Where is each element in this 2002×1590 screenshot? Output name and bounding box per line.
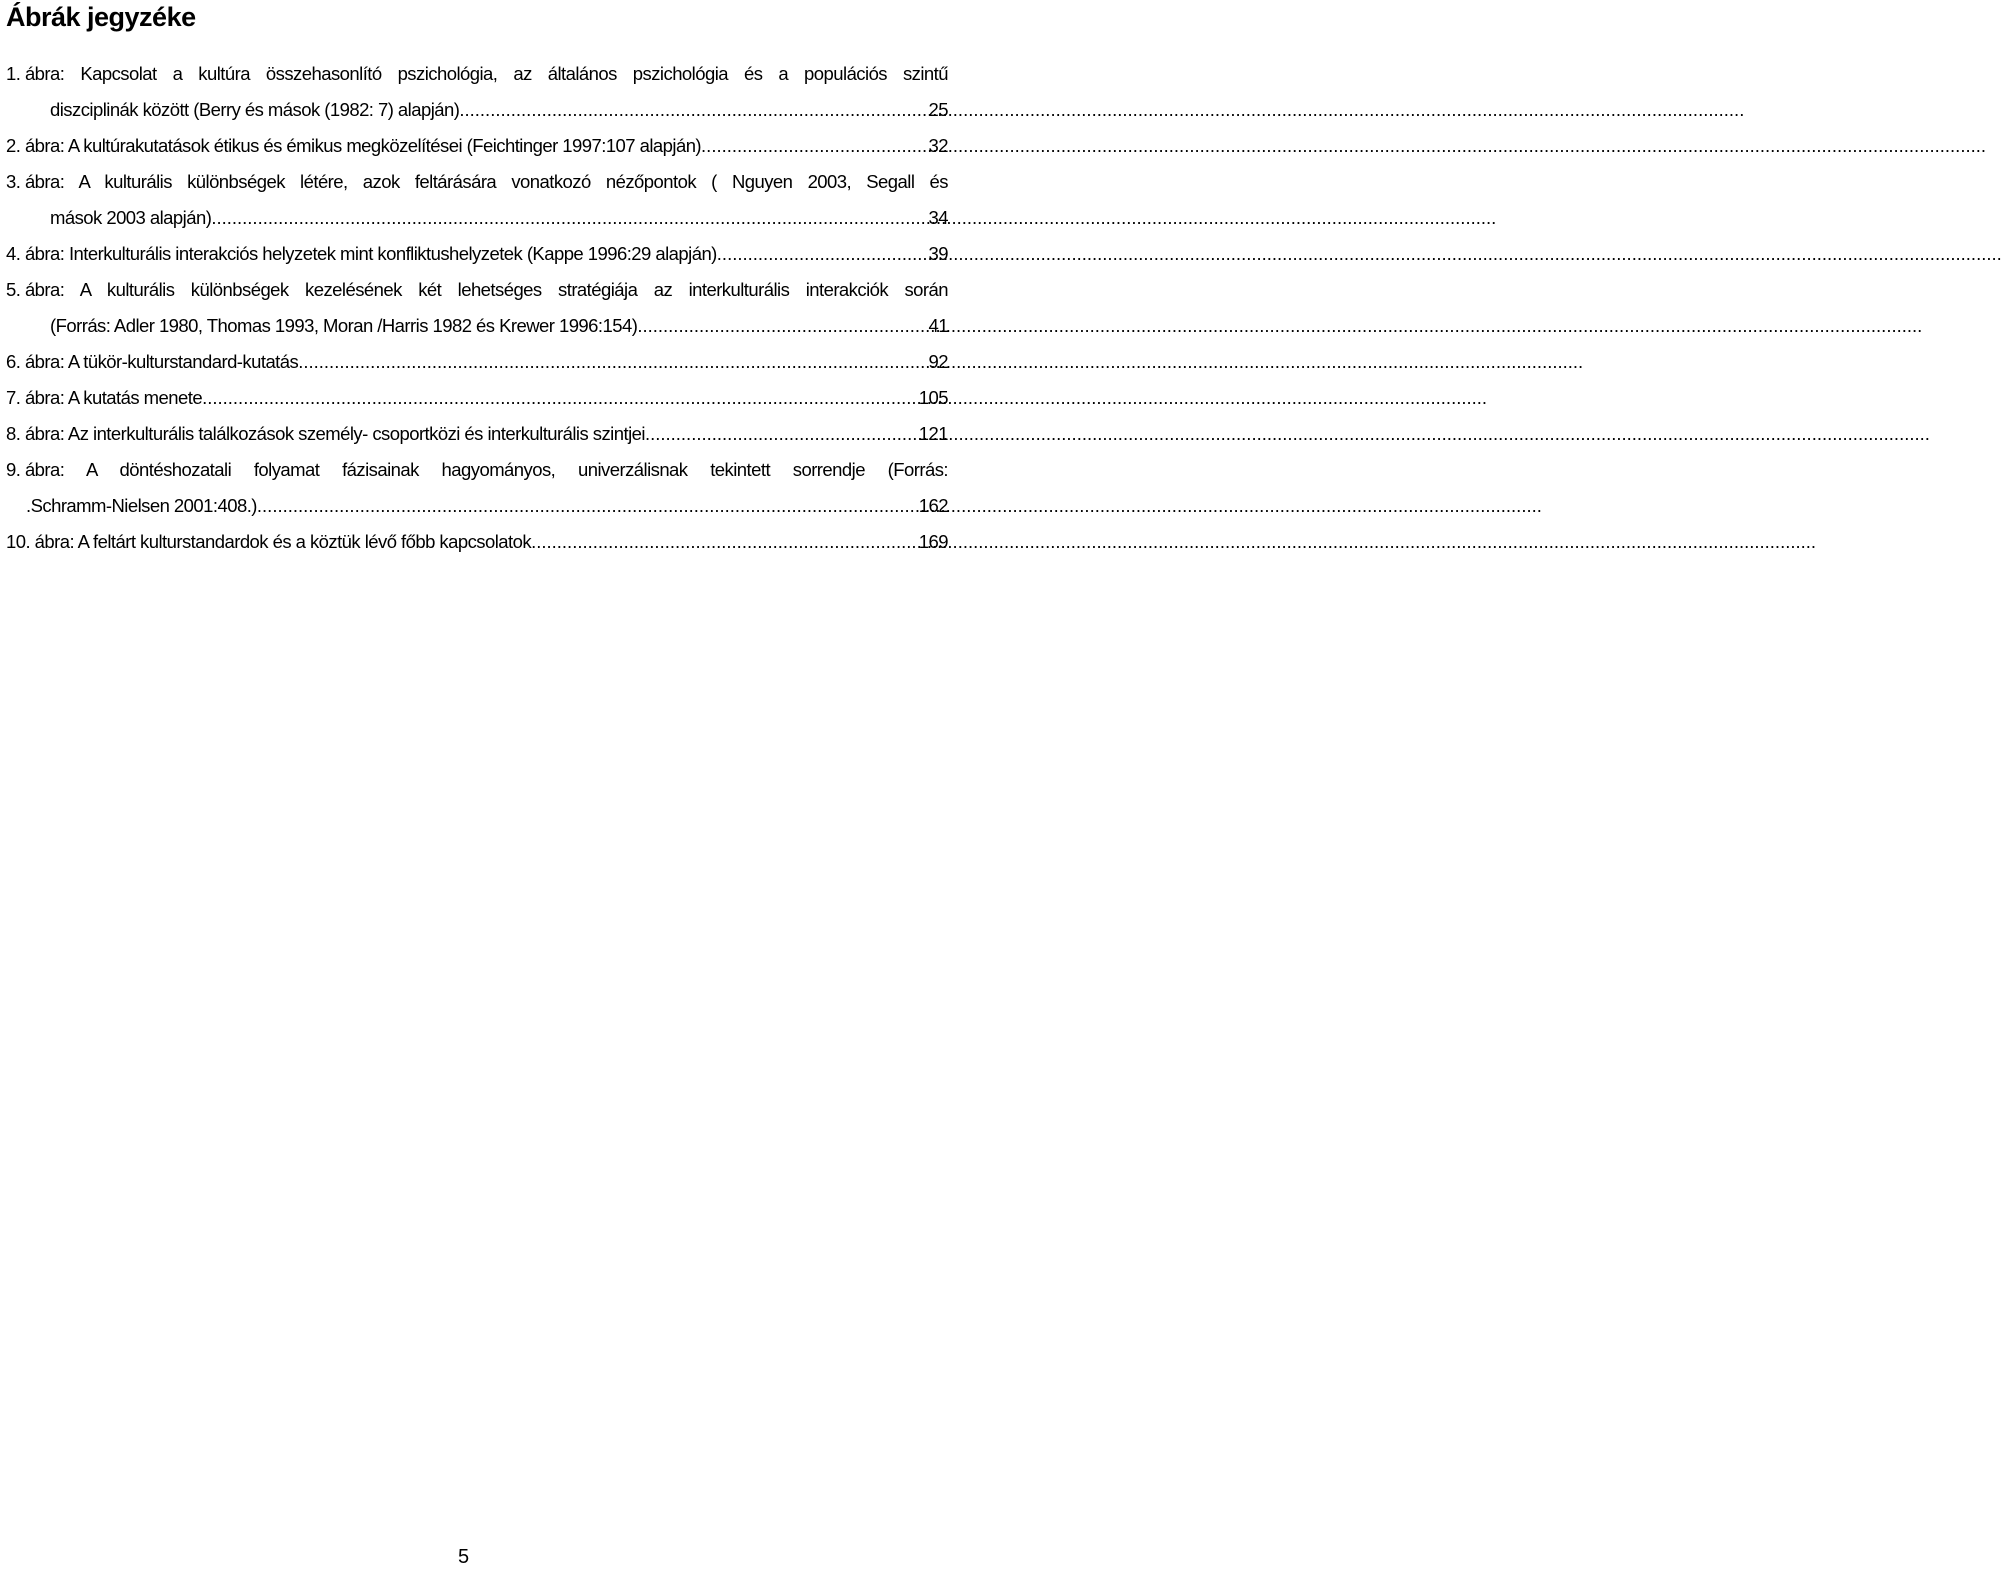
toc-entry-5[interactable]: [6, 272, 948, 344]
toc-dot-leader: [298, 344, 926, 380]
table-of-figures: [6, 56, 948, 560]
toc-entry-text: ábra: A kultúrakutatások étikus és émikus megközelítései (Feichtinger 1997:107 alapján): [24, 135, 702, 156]
toc-entry-number: 8.: [6, 423, 21, 444]
toc-entry-text: (Forrás: Adler 1980, Thomas 1993, Moran /Harris 1982 és Krewer 1996:154): [50, 315, 638, 336]
toc-entry-text: ábra: A döntéshozatali folyamat fázisainak hagyományos, univerzálisnak tekintett sorrendje (Forrás:: [24, 459, 948, 480]
toc-dot-leader: [202, 380, 917, 416]
page-title: Ábrák jegyzéke: [6, 2, 196, 32]
toc-dot-leader: [717, 236, 927, 272]
toc-entry-number: 10.: [6, 531, 31, 552]
toc-entry-number: 7.: [6, 387, 21, 408]
toc-page-number: 105: [918, 387, 948, 408]
toc-entry-line: [6, 488, 948, 524]
toc-entry-7[interactable]: [6, 380, 948, 416]
toc-entry-2[interactable]: [6, 128, 948, 164]
toc-dot-leader: [637, 308, 926, 344]
toc-entry-text: ábra: Az interkulturális találkozások személy- csoportközi és interkulturális szintjei: [24, 423, 645, 444]
toc-entry-4[interactable]: [6, 236, 948, 272]
toc-entry-10[interactable]: [6, 524, 948, 560]
toc-entry-text: mások 2003 alapján): [50, 207, 212, 228]
toc-entry-line: [6, 452, 948, 488]
toc-dot-leader: [257, 488, 917, 524]
toc-entry-line: [6, 344, 948, 380]
toc-page-number: 169: [918, 531, 948, 552]
toc-entry-9[interactable]: [6, 452, 948, 524]
toc-entry-text: ábra: A kutatás menete: [24, 387, 203, 408]
toc-dot-leader: [701, 128, 926, 164]
toc-dot-leader: [211, 200, 926, 236]
toc-entry-3[interactable]: [6, 164, 948, 236]
toc-entry-text: ábra: A kulturális különbségek kezelésének két lehetséges stratégiája az interkulturális interakciók során: [24, 279, 948, 300]
toc-dot-leader: [459, 92, 926, 128]
toc-page-number: 32: [928, 135, 948, 156]
toc-entry-text: ábra: Interkulturális interakciós helyzetek mint konfliktushelyzetek (Kappe 1996:29 alapján): [24, 243, 717, 264]
page-number: 5: [458, 1546, 470, 1568]
toc-entry-number: 9.: [6, 459, 21, 480]
toc-entry-line: [6, 164, 948, 200]
toc-page-number: 92: [928, 351, 948, 372]
toc-entry-line: [6, 524, 948, 560]
toc-entry-number: 3.: [6, 171, 21, 192]
toc-entry-text: .Schramm-Nielsen 2001:408.): [26, 495, 257, 516]
toc-dot-leader: [531, 524, 917, 560]
toc-entry-number: 5.: [6, 279, 21, 300]
toc-entry-text: ábra: A tükör-kulturstandard-kutatás: [24, 351, 299, 372]
toc-entry-number: 4.: [6, 243, 21, 264]
toc-entry-text: ábra: A kulturális különbségek létére, azok feltárására vonatkozó nézőpontok ( Nguyen 2003, Segall és: [24, 171, 948, 192]
toc-entry-line: [6, 272, 948, 308]
toc-page-number: 41: [928, 315, 948, 336]
toc-entry-number: 6.: [6, 351, 21, 372]
toc-entry-text: ábra: A feltárt kulturstandardok és a köztük lévő főbb kapcsolatok: [34, 531, 532, 552]
toc-entry-number: 1.: [6, 63, 21, 84]
toc-entry-line: [6, 128, 948, 164]
toc-page-number: 25: [928, 99, 948, 120]
toc-entry-line: [6, 56, 948, 92]
toc-page-number: 121: [918, 423, 948, 444]
toc-entry-text: ábra: Kapcsolat a kultúra összehasonlító pszichológia, az általános pszichológia és a populációs szintű: [24, 63, 948, 84]
document-page: [0, 0, 960, 1590]
toc-dot-leader: [645, 416, 917, 452]
toc-entry-line: [6, 308, 948, 344]
toc-entry-1[interactable]: [6, 56, 948, 128]
toc-page-number: 162: [918, 495, 948, 516]
toc-entry-number: 2.: [6, 135, 21, 156]
toc-page-number: 39: [928, 243, 948, 264]
toc-page-number: 34: [928, 207, 948, 228]
toc-entry-line: [6, 380, 948, 416]
toc-entry-line: [6, 92, 948, 128]
toc-entry-8[interactable]: [6, 416, 948, 452]
toc-entry-line: [6, 236, 948, 272]
toc-entry-text: diszciplinák között (Berry és mások (1982: 7) alapján): [50, 99, 460, 120]
toc-entry-6[interactable]: [6, 344, 948, 380]
toc-entry-line: [6, 416, 948, 452]
toc-entry-line: [6, 200, 948, 236]
